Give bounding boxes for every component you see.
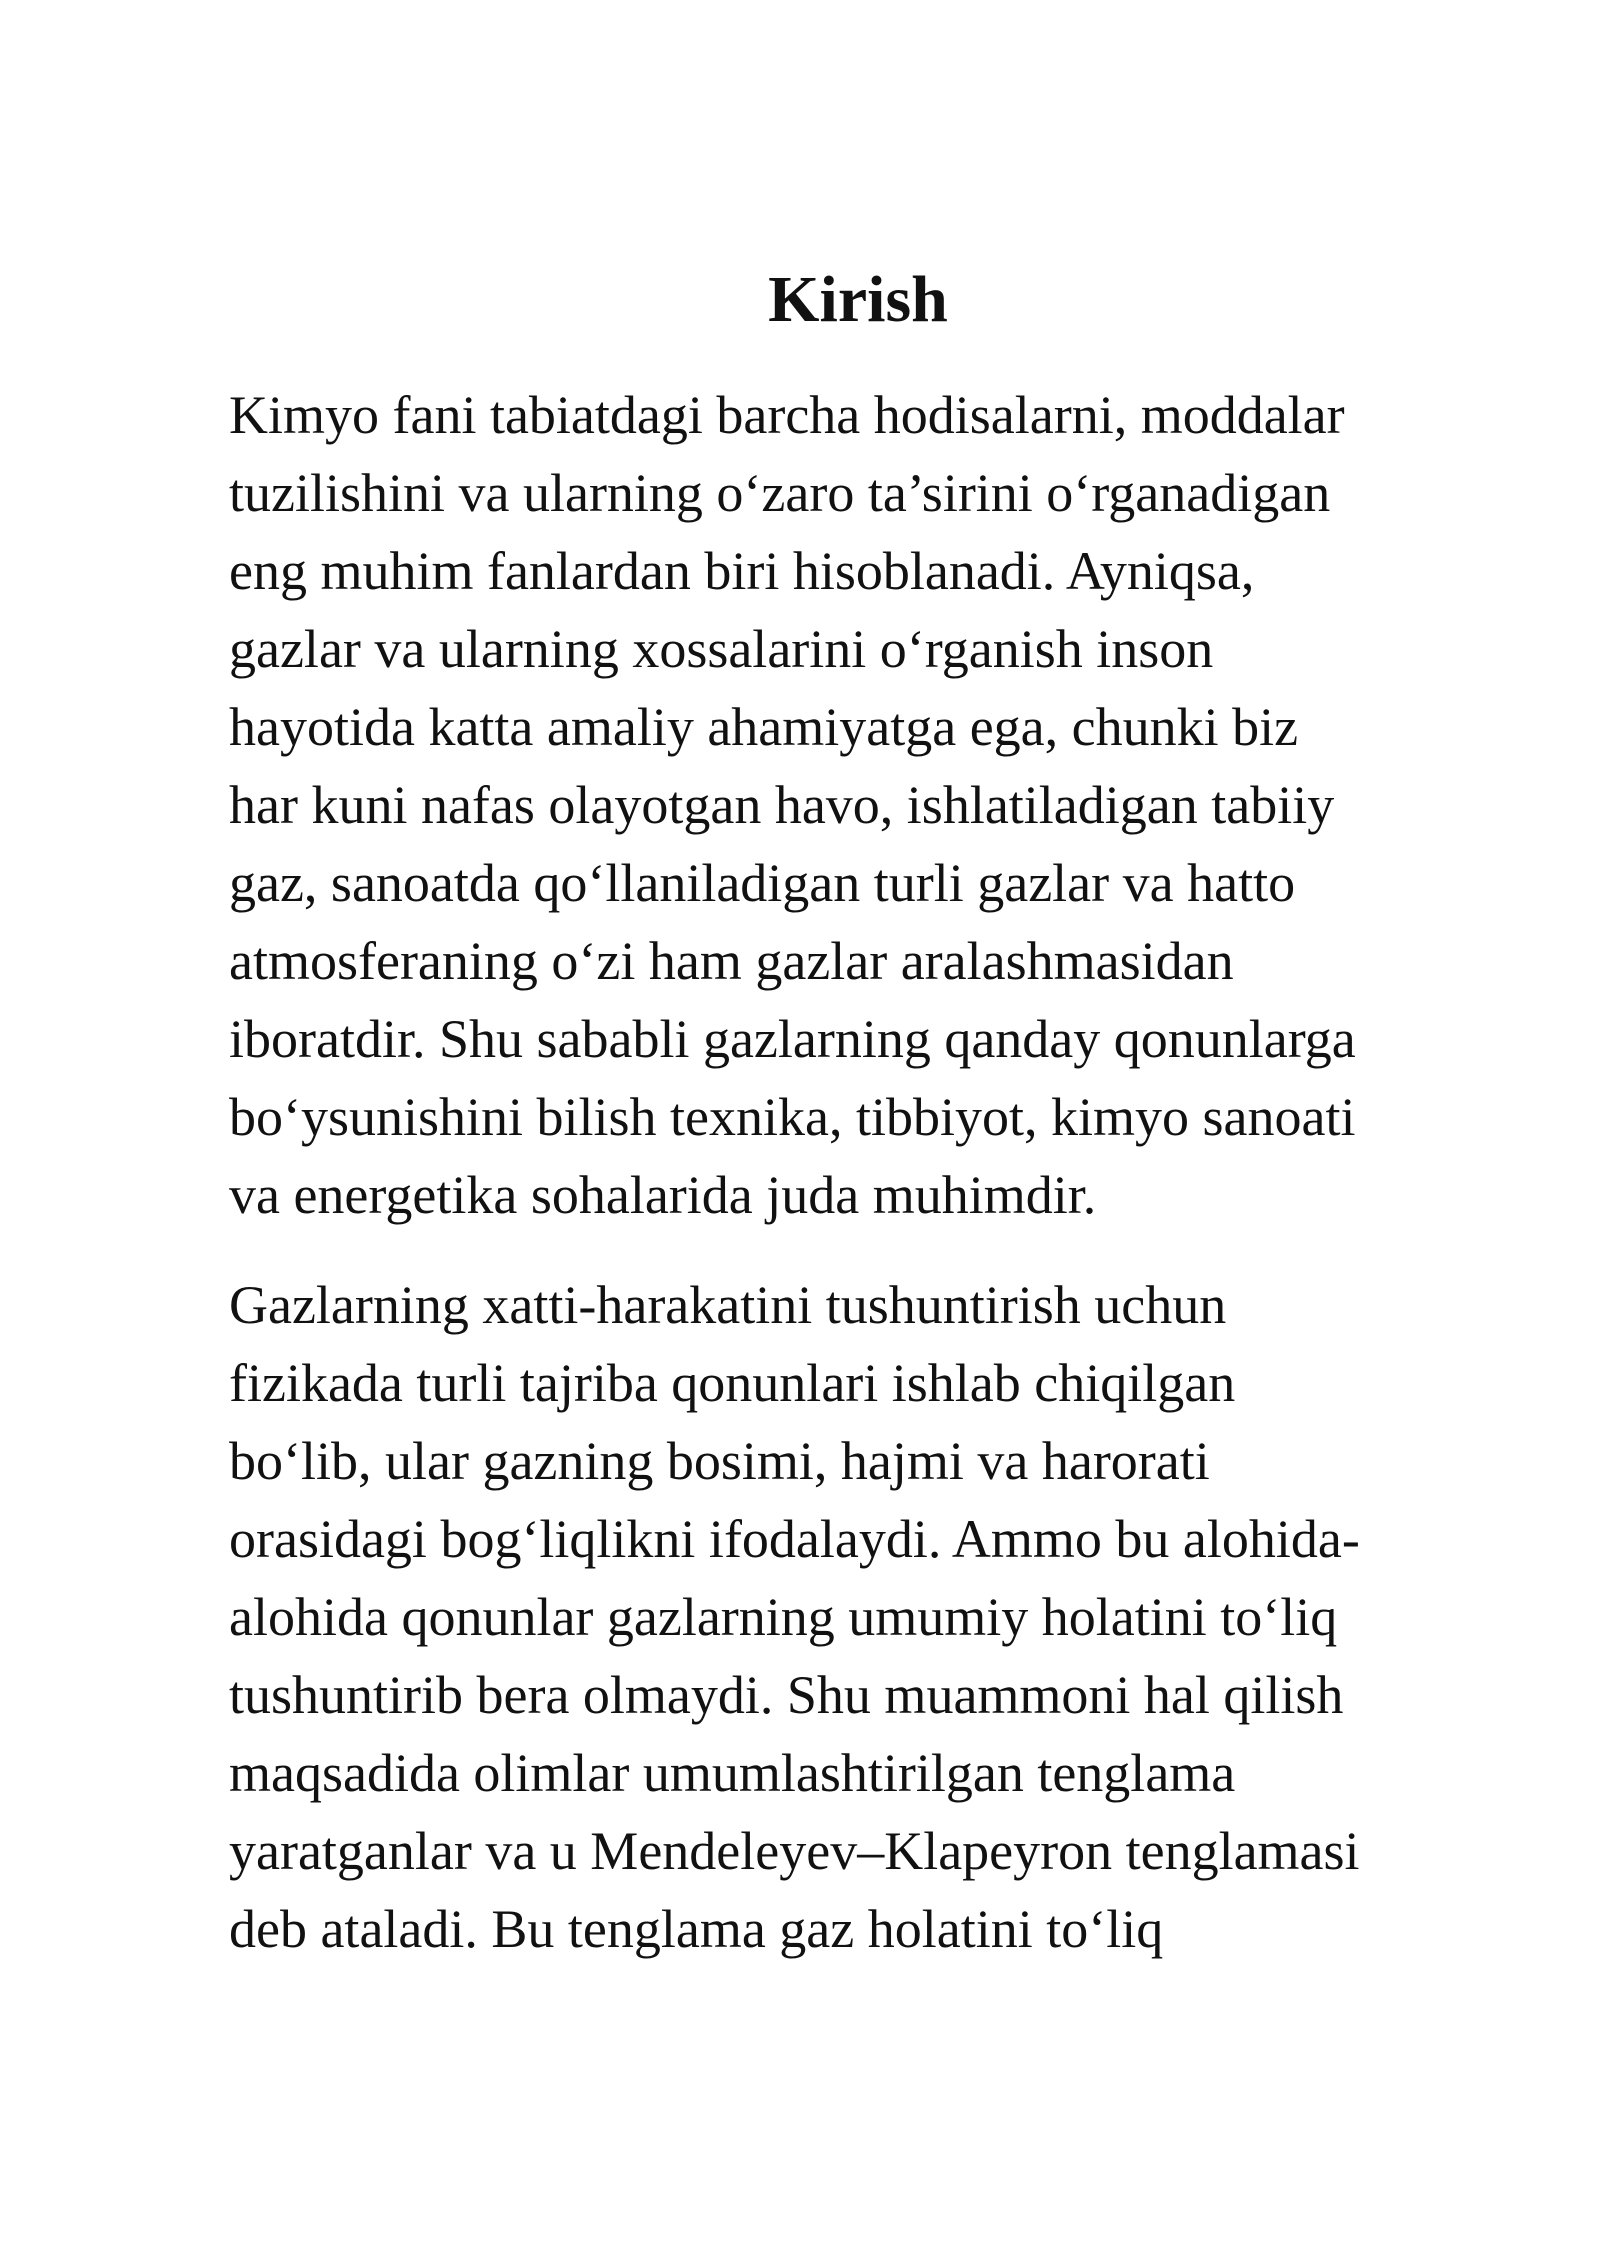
paragraph-line: yaratganlar va u Mendeleyev–Klapeyron tenglamasi [229,1821,1360,1881]
paragraph-line: Kimyo fani tabiatdagi barcha hodisalarni, moddalar [229,385,1345,445]
paragraph-line: eng muhim fanlardan biri hisoblanadi. Ayniqsa, [229,541,1255,601]
paragraph-line: orasidagi bog‘liqlikni ifodalaydi. Ammo bu alohida- [229,1509,1360,1569]
paragraph-line: deb ataladi. Bu tenglama gaz holatini to‘liq [229,1899,1164,1959]
paragraph-line: atmosferaning o‘zi ham gazlar aralashmasidan [229,931,1234,991]
paragraph-line: Gazlarning xatti-harakatini tushuntirish uchun [229,1275,1227,1335]
paragraph-line: iboratdir. Shu sababli gazlarning qanday qonunlarga [229,1009,1356,1069]
paragraph-line: tuzilishini va ularning o‘zaro ta’sirini o‘rganadigan [229,463,1331,523]
paragraph-line: fizikada turli tajriba qonunlari ishlab chiqilgan [229,1353,1236,1413]
paragraph-2 [229,1266,1529,1968]
paragraph-line: maqsadida olimlar umumlashtirilgan tenglama [229,1743,1236,1803]
paragraph-line: bo‘ysunishini bilish texnika, tibbiyot, kimyo sanoati [229,1087,1356,1147]
paragraph-line: gaz, sanoatda qo‘llaniladigan turli gazlar va hatto [229,853,1296,913]
paragraph-line: tushuntirib bera olmaydi. Shu muammoni hal qilish [229,1665,1344,1725]
paragraph-line: alohida qonunlar gazlarning umumiy holatini to‘liq [229,1587,1338,1647]
page-title: Kirish [768,263,948,336]
paragraph-1 [229,376,1529,1234]
paragraph-line: va energetika sohalarida juda muhimdir. [229,1165,1097,1225]
paragraph-line: har kuni nafas olayotgan havo, ishlatiladigan tabiiy [229,775,1335,835]
paragraph-line: hayotida katta amaliy ahamiyatga ega, chunki biz [229,697,1299,757]
paragraph-line: gazlar va ularning xossalarini o‘rganish inson [229,619,1214,679]
paragraph-line: bo‘lib, ular gazning bosimi, hajmi va harorati [229,1431,1210,1491]
